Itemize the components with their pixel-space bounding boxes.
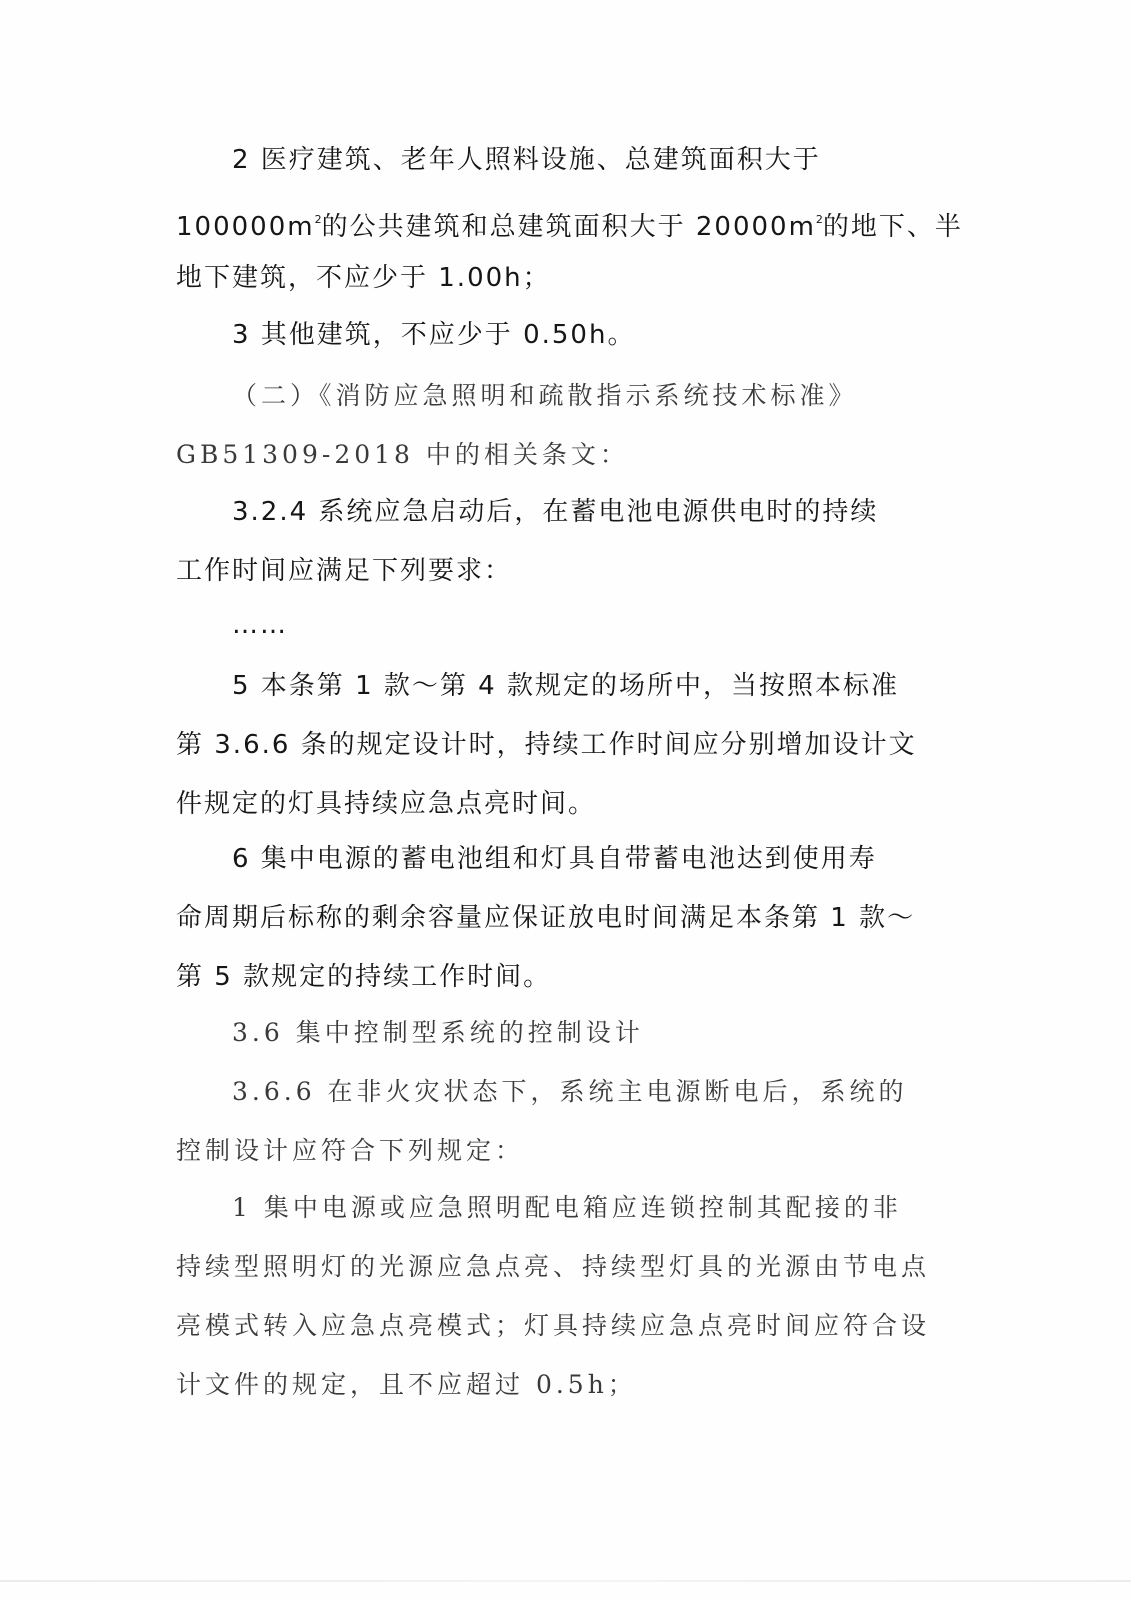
text-line: 命周期后标称的剩余容量应保证放电时间满足本条第 1 款～ [176, 903, 916, 933]
text-line: 3.2.4 系统应急启动后，在蓄电池电源供电时的持续 [232, 497, 879, 527]
text-line: 地下建筑，不应少于 1.00h； [176, 263, 551, 293]
scan-edge-divider [0, 1580, 1131, 1582]
text-line: 6 集中电源的蓄电池组和灯具自带蓄电池达到使用寿 [232, 844, 877, 874]
text-line: 控制设计应符合下列规定： [176, 1136, 525, 1165]
superscript: 2 [314, 213, 322, 226]
text-line: 持续型照明灯的光源应急点亮、持续型灯具的光源由节电点 [176, 1252, 931, 1281]
section-heading-3-6 [176, 1003, 966, 1062]
paragraph-item-5 [176, 657, 966, 834]
text-line: 工作时间应满足下列要求： [176, 556, 513, 586]
text-line: 1 集中电源或应急照明配电箱应连锁控制其配接的非 [232, 1193, 902, 1222]
text-line: 3.6 集中控制型系统的控制设计 [232, 1018, 644, 1047]
text-line: 亮模式转入应急点亮模式；灯具持续应急点亮时间应符合设 [176, 1311, 931, 1340]
text-line: 件规定的灯具持续应急点亮时间。 [176, 789, 597, 819]
text-fragment: 的公共建筑和总建筑面积大于 20000m [321, 212, 816, 242]
paragraph-clause-3-6-6 [176, 1062, 966, 1180]
superscript: 2 [815, 213, 823, 226]
text-fragment: 的地下、半 [822, 212, 963, 242]
paragraph-item-1 [176, 1178, 966, 1414]
text-line: 3.6.6 在非火灾状态下，系统主电源断电后，系统的 [232, 1077, 908, 1106]
paragraph-standard-title [176, 366, 966, 484]
ellipsis-line [176, 596, 966, 655]
paragraph-item-3 [176, 306, 966, 365]
text-line: 第 5 款规定的持续工作时间。 [176, 962, 552, 992]
text-line: 3 其他建筑，不应少于 0.50h。 [232, 320, 636, 350]
paragraph-clause-3-2-4 [176, 483, 966, 601]
text-line [176, 190, 966, 249]
text-line: 2 医疗建筑、老年人照料设施、总建筑面积大于 [232, 145, 821, 175]
text-line: 计文件的规定，且不应超过 0.5h； [176, 1370, 637, 1399]
text-line: …… [232, 610, 288, 640]
text-line: 5 本条第 1 款～第 4 款规定的场所中，当按照本标准 [232, 671, 899, 701]
text-line: 第 3.6.6 条的规定设计时，持续工作时间应分别增加设计文 [176, 730, 917, 760]
text-line: GB51309-2018 中的相关条文： [176, 440, 629, 469]
paragraph-item-6 [176, 830, 966, 1007]
text-fragment: 100000m [176, 212, 315, 242]
paragraph-item-2 [176, 131, 966, 308]
text-line: （二）《消防应急照明和疏散指示系统技术标准》 [232, 381, 858, 410]
